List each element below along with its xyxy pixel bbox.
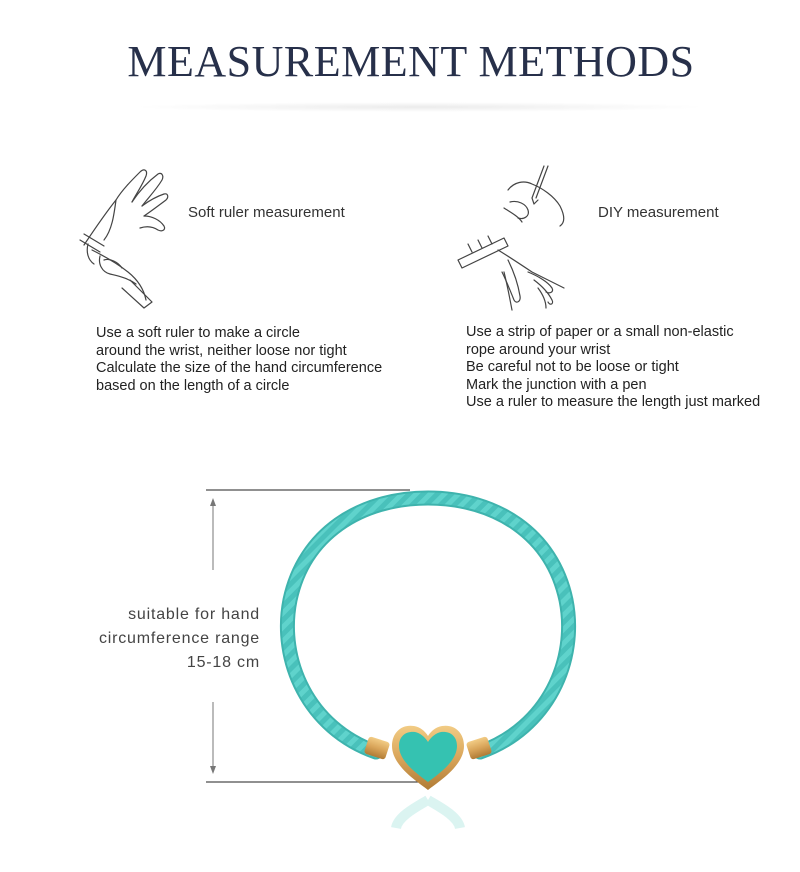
range-line: circumference range — [98, 630, 260, 647]
hand-pen-diy-icon — [448, 160, 598, 320]
description-line: Use a strip of paper or a small non-elastic — [466, 324, 734, 340]
description-line: around the wrist, neither loose nor tight — [96, 342, 347, 359]
method-label-soft-ruler: Soft ruler measurement — [188, 204, 345, 221]
description-line: Calculate the size of the hand circumference — [96, 360, 383, 376]
description-line: Mark the junction with a pen — [466, 376, 647, 393]
size-range-text — [99, 603, 260, 675]
page-title: MEASUREMENT METHODS — [127, 37, 695, 86]
description-line: Use a soft ruler to make a circle — [96, 325, 300, 341]
method-description-soft-ruler — [96, 325, 382, 395]
range-line: suitable for hand — [128, 606, 260, 623]
description-line: Use a ruler to measure the length just marked — [466, 394, 761, 410]
description-line: rope around your wrist — [466, 341, 611, 358]
method-description-diy — [466, 324, 760, 412]
description-line: based on the length of a circle — [96, 377, 290, 394]
title-divider — [130, 102, 710, 112]
range-line: 15-18 cm — [186, 654, 260, 671]
bracelet-image — [268, 490, 588, 830]
description-line: Be careful not to be loose or tight — [466, 359, 679, 375]
hand-soft-ruler-icon — [74, 160, 194, 320]
method-label-diy: DIY measurement — [598, 204, 719, 221]
